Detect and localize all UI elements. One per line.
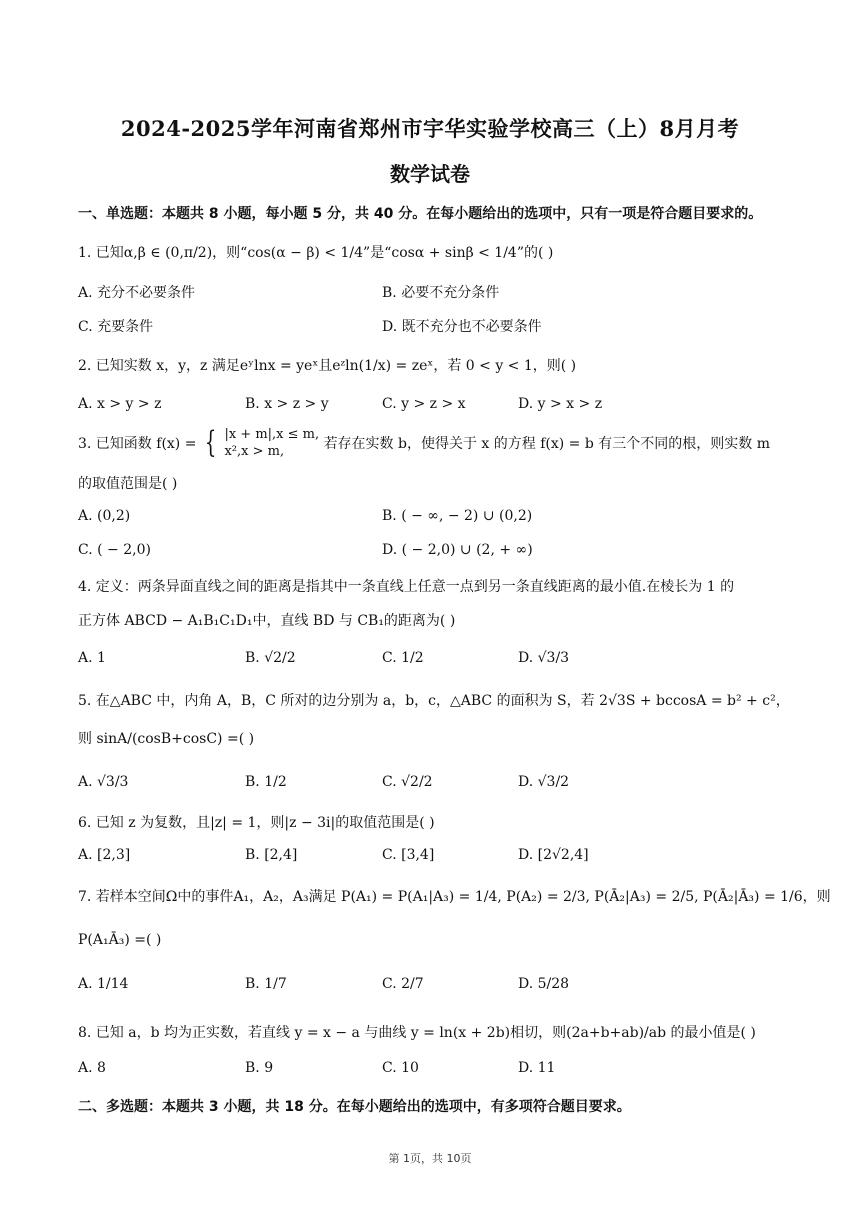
question-5-stem-line-1: 5. 在△ABC 中，内角 A，B，C 所对的边分别为 a，b，c，△ABC 的面积为 S，若 2√3S + bccosA = b² + c²， bbox=[78, 693, 790, 709]
question-5-option-c: C. √2/2 bbox=[382, 774, 433, 790]
question-4-stem-line-2: 正方体 ABCD − A₁B₁C₁D₁中，直线 BD 与 CB₁的距离为( ) bbox=[78, 613, 456, 629]
question-1-option-c: C. 充要条件 bbox=[78, 319, 154, 335]
question-2-option-a: A. x > y > z bbox=[78, 396, 162, 412]
question-4-option-c: C. 1/2 bbox=[382, 650, 424, 666]
piecewise-case-2: x²,x > m, bbox=[224, 444, 285, 459]
question-8-option-c: C. 10 bbox=[382, 1060, 419, 1076]
piecewise-cases bbox=[224, 426, 319, 460]
question-4-option-a: A. 1 bbox=[78, 650, 106, 666]
question-4-option-d: D. √3/3 bbox=[518, 650, 570, 666]
question-1-option-b: B. 必要不充分条件 bbox=[382, 285, 500, 301]
question-3-option-b: B. ( − ∞, − 2) ∪ (0,2) bbox=[382, 508, 533, 524]
question-6-option-d: D. [2√2,4] bbox=[518, 847, 589, 863]
question-3-stem-prefix: 3. 已知函数 f(x) = bbox=[78, 436, 197, 452]
question-1-option-a: A. 充分不必要条件 bbox=[78, 285, 196, 301]
question-6-option-c: C. [3,4] bbox=[382, 847, 435, 863]
question-2-option-b: B. x > z > y bbox=[245, 396, 329, 412]
question-6-option-b: B. [2,4] bbox=[245, 847, 298, 863]
question-8-option-d: D. 11 bbox=[518, 1060, 556, 1076]
question-7-option-c: C. 2/7 bbox=[382, 976, 424, 992]
question-7-stem-line-2: P(A₁Ā₃) =( ) bbox=[78, 932, 162, 948]
question-5-option-d: D. √3/2 bbox=[518, 774, 570, 790]
question-3-option-a: A. (0,2) bbox=[78, 508, 131, 524]
piecewise-case-1: |x + m|,x ≤ m, bbox=[224, 427, 320, 442]
question-7-option-d: D. 5/28 bbox=[518, 976, 570, 992]
question-3-stem bbox=[78, 426, 770, 460]
question-8-stem: 8. 已知 a，b 均为正实数，若直线 y = x − a 与曲线 y = ln(x + 2b)相切，则(2a+b+ab)/ab 的最小值是( ) bbox=[78, 1025, 756, 1041]
question-5-option-b: B. 1/2 bbox=[245, 774, 287, 790]
section-heading-multiple-choice: 二、多选题：本题共 3 小题，共 18 分。在每小题给出的选项中，有多项符合题目要求。 bbox=[78, 1099, 631, 1115]
question-6-stem: 6. 已知 z 为复数，且|z| = 1，则|z − 3i|的取值范围是( ) bbox=[78, 815, 435, 831]
question-3-option-d: D. ( − 2,0) ∪ (2, + ∞) bbox=[382, 542, 533, 558]
question-5-option-a: A. √3/3 bbox=[78, 774, 129, 790]
exam-subtitle: 数学试卷 bbox=[390, 162, 470, 186]
question-3-stem-line-2: 的取值范围是( ) bbox=[78, 476, 178, 492]
question-5-stem-line-2: 则 sinA/(cosB+cosC) =( ) bbox=[78, 731, 255, 747]
question-3-option-c: C. ( − 2,0) bbox=[78, 542, 151, 558]
question-3-stem-suffix: 若存在实数 b，使得关于 x 的方程 f(x) = b 有三个不同的根，则实数 m bbox=[323, 436, 770, 452]
question-8-option-b: B. 9 bbox=[245, 1060, 274, 1076]
question-2-option-c: C. y > z > x bbox=[382, 396, 466, 412]
question-1-stem: 1. 已知α,β ∈ (0,π/2)，则“cos(α − β) < 1/4”是“cosα + sinβ < 1/4”的( ) bbox=[78, 245, 554, 261]
question-4-stem-line-1: 4. 定义：两条异面直线之间的距离是指其中一条直线上任意一点到另一条直线距离的最小值.在棱长为 1 的 bbox=[78, 579, 735, 595]
exam-title: 2024-2025学年河南省郑州市宇华实验学校高三（上）8月月考 bbox=[120, 116, 740, 141]
question-4-option-b: B. √2/2 bbox=[245, 650, 296, 666]
question-2-stem: 2. 已知实数 x，y，z 满足eʸlnx = yeˣ且eᶻln(1/x) = zeˣ，若 0 < y < 1，则( ) bbox=[78, 358, 577, 374]
question-6-option-a: A. [2,3] bbox=[78, 847, 131, 863]
question-7-option-b: B. 1/7 bbox=[245, 976, 287, 992]
question-1-option-d: D. 既不充分也不必要条件 bbox=[382, 319, 542, 335]
question-7-option-a: A. 1/14 bbox=[78, 976, 129, 992]
question-7-stem-line-1: 7. 若样本空间Ω中的事件A₁，A₂，A₃满足 P(A₁) = P(A₁|A₃) = 1/4, P(A₂) = 2/3, P(Ā₂|A₃) = 2/5, P(Ā₂|Ā₃) = 1/6，则 bbox=[78, 889, 831, 905]
question-8-option-a: A. 8 bbox=[78, 1060, 106, 1076]
page-footer: 第 1页，共 10页 bbox=[388, 1152, 472, 1165]
piecewise-brace: { bbox=[204, 425, 217, 460]
question-2-option-d: D. y > x > z bbox=[518, 396, 603, 412]
section-heading-single-choice: 一、单选题：本题共 8 小题，每小题 5 分，共 40 分。在每小题给出的选项中，只有一项是符合题目要求的。 bbox=[78, 206, 763, 222]
